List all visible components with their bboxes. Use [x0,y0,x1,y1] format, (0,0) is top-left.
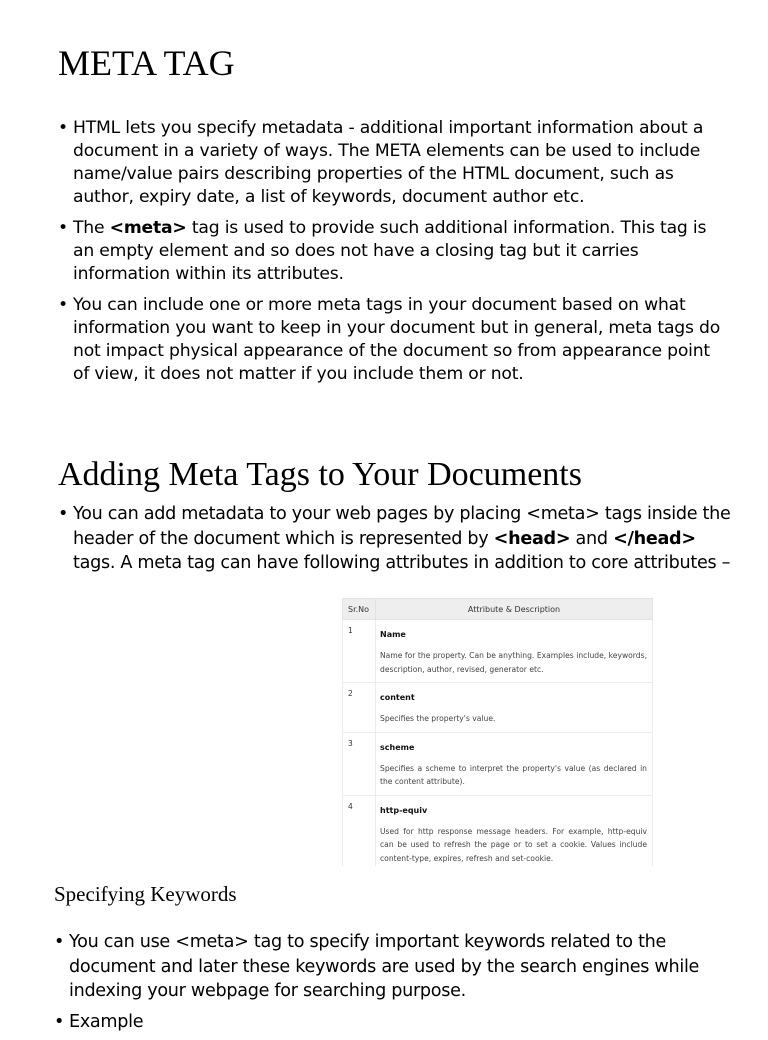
row-number: 4 [343,795,376,866]
list-item: • Example [54,1010,734,1035]
bullet-text: and [570,528,614,549]
table-row [343,620,653,683]
row-number: 1 [343,620,376,683]
column-header: Sr.No [343,599,376,620]
bullet-text: The [73,218,110,238]
adding-meta-bullet-list [58,502,738,576]
bullet-code-bold: <head> [493,528,571,549]
bullet-text: You can include one or more meta tags in your document based on what information you want to keep in your document but in general, meta tags do not impact physical appearance of the document so from appearance point of view, it does not matter if you include them or not. [73,295,721,384]
attribute-description: Specifies a scheme to interpret the property's value (as declared in the content attribute). [380,763,647,786]
list-item [58,294,728,386]
column-header: Attribute & Description [376,599,653,620]
list-item: • You can use <meta> tag to specify important keywords related to the document and later these keywords are used by the search engines while indexing your webpage for searching purpose. [54,930,734,1004]
table-header-row [343,599,653,620]
bullet-text: tag is used to provide such additional information. This tag is an empty element and so does not have a closing tag but it carries information within its attributes. [73,218,707,284]
attribute-cell [376,732,653,795]
list-item [58,117,728,209]
attribute-table [342,598,653,866]
table-row [343,683,653,733]
section-heading: Adding Meta Tags to Your Documents [58,456,582,493]
row-number: 3 [343,732,376,795]
attribute-description: Name for the property. Can be anything. Examples include, keywords, description, author, revised, generator etc. [380,651,647,674]
bullet-code-bold: </head> [613,528,696,549]
subsection-heading: Specifying Keywords [54,882,237,906]
attribute-description: Specifies the property's value. [380,714,496,723]
list-item [58,217,728,286]
attribute-name: scheme [380,742,415,752]
attribute-cell [376,620,653,683]
bullet-text: You can add metadata to your web pages by placing <meta> tags inside the header of the document which is represented by [73,504,731,549]
bullet-text: tags. A meta tag can have following attributes in addition to core attributes – [73,553,731,573]
attribute-name: content [380,693,415,702]
meta-tag-bullet-list [58,117,728,394]
table-row [343,795,653,866]
table-row [343,732,653,795]
attribute-cell [376,795,653,866]
attribute-cell [376,683,653,733]
attribute-description: Used for http response message headers. For example, http-equiv can be used to refresh the page or to set a cookie. Values include content-type, expires, refresh and set-cookie. [380,826,647,863]
attribute-name: Name [380,630,406,639]
page-title: META TAG [58,43,235,83]
bullet-text: HTML lets you specify metadata - additional important information about a document in a variety of ways. The META elements can be used to include name/value pairs describing properties of the HTML document, such as author, expiry date, a list of keywords, document author etc. [73,118,704,207]
attribute-name: http-equiv [380,805,428,815]
bullet-code-bold: <meta> [109,218,187,238]
list-item [58,502,738,576]
row-number: 2 [343,683,376,733]
